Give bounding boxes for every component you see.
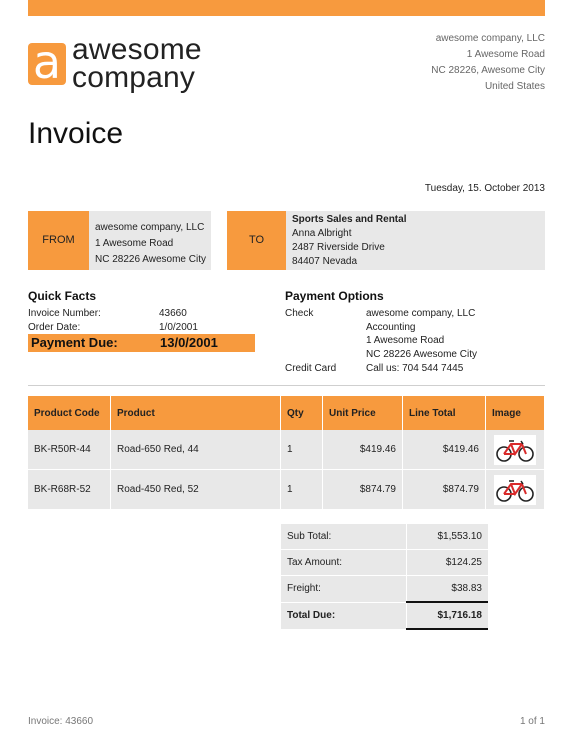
quick-facts-heading: Quick Facts bbox=[28, 289, 97, 303]
col-product: Product bbox=[111, 396, 281, 430]
check-label: Check bbox=[285, 308, 314, 319]
col-image: Image bbox=[486, 396, 545, 430]
cell-product: Road-450 Red, 52 bbox=[111, 470, 281, 510]
payment-due-bar bbox=[28, 334, 255, 352]
cell-line-total: $419.46 bbox=[403, 430, 486, 470]
cell-code: BK-R50R-44 bbox=[28, 430, 111, 470]
total-due-value: $1,716.18 bbox=[407, 602, 489, 629]
top-accent-bar bbox=[28, 0, 545, 16]
footer-invoice-ref: Invoice: 43660 bbox=[28, 716, 94, 727]
to-address: Sports Sales and Rental Anna Albright 2487 Riverside Drive 84407 Nevada bbox=[286, 211, 545, 270]
col-line-total: Line Total bbox=[403, 396, 486, 430]
total-due-row bbox=[281, 602, 488, 629]
order-date-label: Order Date: bbox=[28, 322, 81, 333]
items-table bbox=[28, 396, 545, 510]
invoice-date: Tuesday, 15. October 2013 bbox=[424, 183, 545, 194]
cell-qty: 1 bbox=[281, 470, 323, 510]
subtotal-value: $1,553.10 bbox=[407, 524, 489, 550]
invoice-number-value: 43660 bbox=[159, 308, 187, 319]
cell-product: Road-650 Red, 44 bbox=[111, 430, 281, 470]
bicycle-icon bbox=[494, 435, 536, 465]
table-row bbox=[28, 470, 545, 510]
logo-line-1: awesome bbox=[72, 33, 202, 66]
cell-qty: 1 bbox=[281, 430, 323, 470]
cell-line-total: $874.79 bbox=[403, 470, 486, 510]
to-label: TO bbox=[227, 211, 286, 270]
table-row bbox=[28, 430, 545, 470]
tax-label: Tax Amount: bbox=[281, 550, 407, 576]
order-date-value: 1/0/2001 bbox=[159, 322, 198, 333]
cell-code: BK-R68R-52 bbox=[28, 470, 111, 510]
total-due-label: Total Due: bbox=[281, 602, 407, 629]
tax-value: $124.25 bbox=[407, 550, 489, 576]
freight-row bbox=[281, 576, 488, 603]
invoice-number-label: Invoice Number: bbox=[28, 308, 101, 319]
credit-card-label: Credit Card bbox=[285, 363, 337, 374]
logo-wordmark bbox=[72, 33, 202, 94]
col-unit-price: Unit Price bbox=[323, 396, 403, 430]
payment-due-label: Payment Due: bbox=[31, 335, 118, 350]
to-company-name: Sports Sales and Rental bbox=[292, 214, 407, 225]
logo-line-2: company bbox=[72, 61, 196, 94]
from-label: FROM bbox=[28, 211, 89, 270]
col-qty: Qty bbox=[281, 396, 323, 430]
from-address: awesome company, LLC 1 Awesome Road NC 28226 Awesome City bbox=[89, 211, 211, 270]
check-address: awesome company, LLC Accounting 1 Awesome Road NC 28226 Awesome City bbox=[366, 308, 477, 360]
freight-value: $38.83 bbox=[407, 576, 489, 603]
bicycle-icon bbox=[494, 475, 536, 505]
freight-label: Freight: bbox=[281, 576, 407, 603]
tax-row bbox=[281, 550, 488, 576]
logo-icon: a bbox=[28, 43, 66, 85]
document-title: Invoice bbox=[28, 117, 124, 150]
payment-options-heading: Payment Options bbox=[285, 289, 384, 303]
items-header-row bbox=[28, 396, 545, 430]
credit-card-value: Call us: 704 544 7445 bbox=[366, 363, 464, 374]
totals-table bbox=[281, 524, 488, 630]
subtotal-label: Sub Total: bbox=[281, 524, 407, 550]
subtotal-row bbox=[281, 524, 488, 550]
cell-unit-price: $874.79 bbox=[323, 470, 403, 510]
footer-page-number: 1 of 1 bbox=[519, 716, 545, 727]
company-address: awesome company, LLC 1 Awesome Road NC 28226, Awesome City United States bbox=[431, 33, 545, 92]
col-product-code: Product Code bbox=[28, 396, 111, 430]
divider bbox=[28, 385, 545, 386]
payment-due-value: 13/0/2001 bbox=[160, 335, 218, 350]
cell-unit-price: $419.46 bbox=[323, 430, 403, 470]
